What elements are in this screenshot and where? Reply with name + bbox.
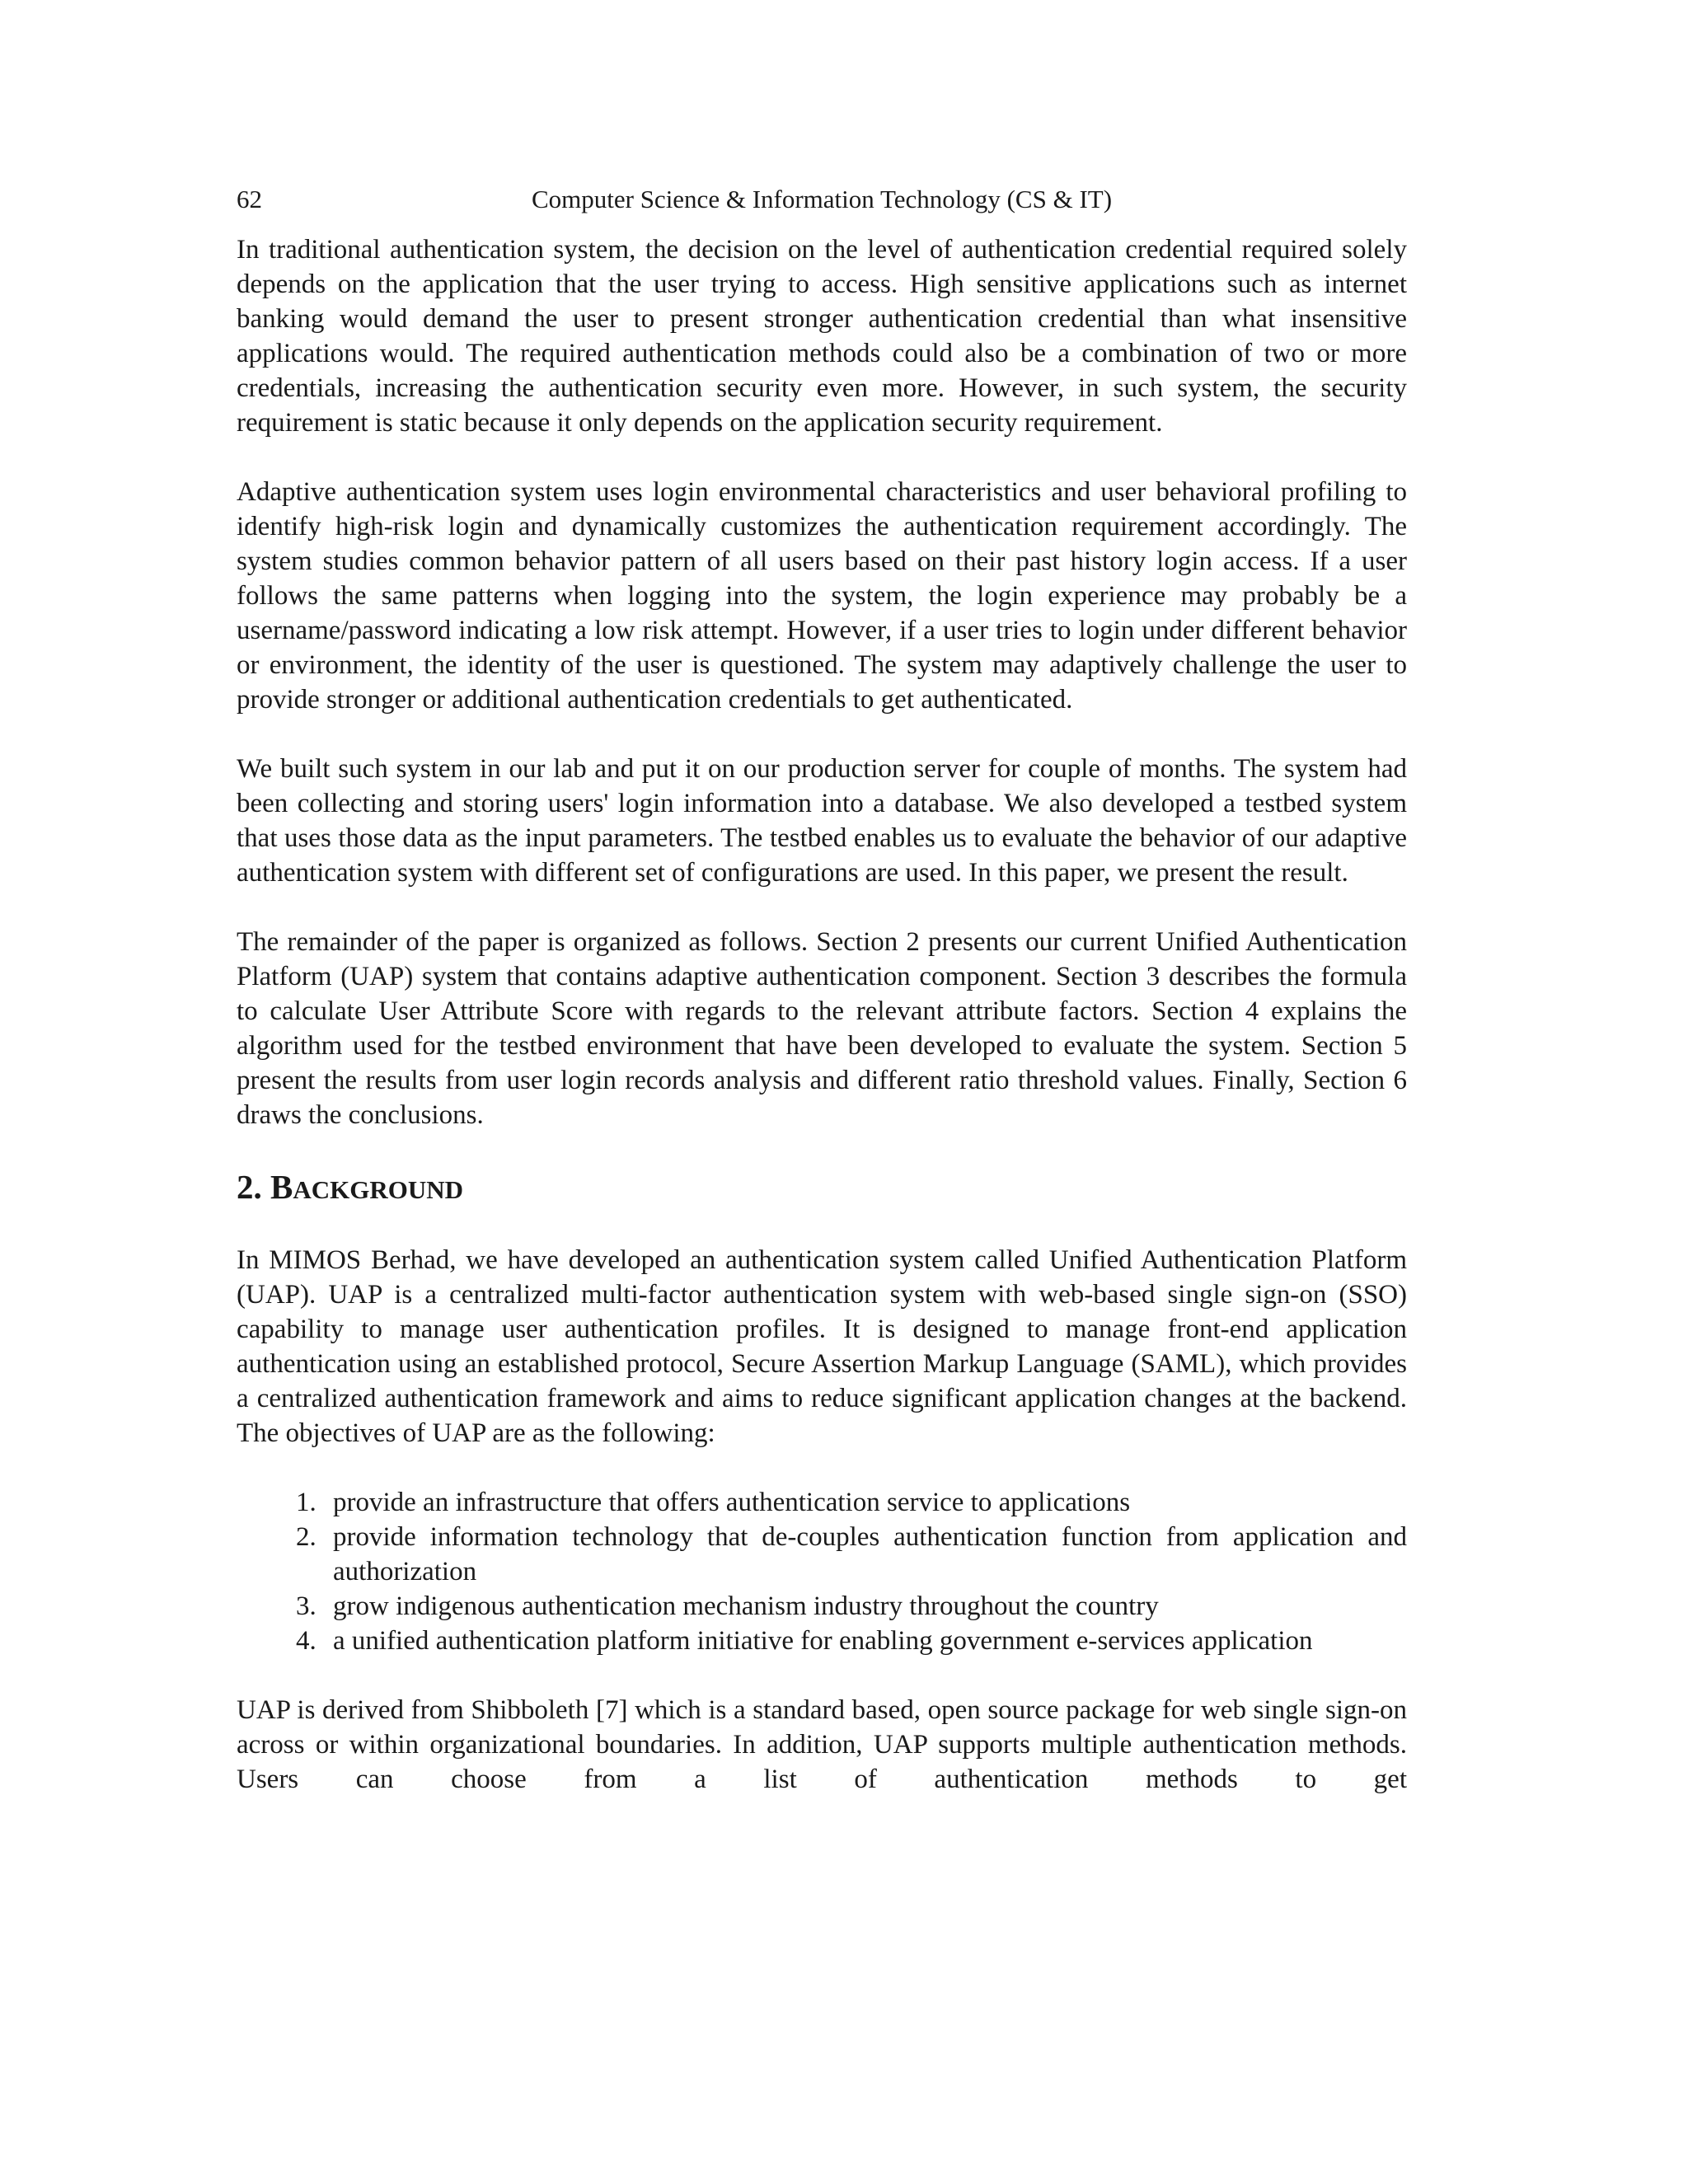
- body-text: [237, 232, 1407, 1797]
- background-paragraph: In MIMOS Berhad, we have developed an authentication system called Unified Authentication Platform (UAP). UAP is a centralized multi-factor authentication system with web-based single sign-on (SSO) capability to manage user authentication profiles. It is designed to manage front-end application authentication using an established protocol, Secure Assertion Markup Language (SAML), which provides a centralized authentication framework and aims to reduce significant application changes at the backend. The objectives of UAP are as the following:: [237, 1245, 1407, 1448]
- section-title-rest: ACKGROUND: [293, 1175, 464, 1204]
- list-item: 3. grow indigenous authentication mechanism industry throughout the country: [323, 1589, 1407, 1624]
- list-item: 2. provide information technology that de-couples authentication function from application and authorization: [323, 1520, 1407, 1589]
- section-title-initial: B: [270, 1168, 293, 1206]
- list-item: 1. provide an infrastructure that offers authentication service to applications: [323, 1485, 1407, 1520]
- running-header: [237, 181, 1407, 218]
- paper-page: [237, 181, 1407, 1831]
- intro-paragraph-3: We built such system in our lab and put it on our production server for couple of months. The system had been collecting and storing users' login information into a database. We also developed a testbed system that uses those data as the input parameters. The testbed enables us to evaluate the behavior of our adaptive authentication system with different set of configurations are used. In this paper, we present the result.: [237, 754, 1407, 888]
- intro-paragraph-1: In traditional authentication system, the decision on the level of authentication credential required solely depends on the application that the user trying to access. High sensitive applications such as internet banking would demand the user to present stronger authentication credential than what insensitive applications would. The required authentication methods could also be a combination of two or more credentials, increasing the authentication security even more. However, in such system, the security requirement is static because it only depends on the application security requirement.: [237, 235, 1407, 438]
- intro-paragraph-2: Adaptive authentication system uses login environmental characteristics and user behavioral profiling to identify high-risk login and dynamically customizes the authentication requirement accordingly. The system studies common behavior pattern of all users based on their past history login access. If a user follows the same patterns when logging into the system, the login experience may probably be a username/password indicating a low risk attempt. However, if a user tries to login under different behavior or environment, the identity of the user is questioned. The system may adaptively challenge the user to provide stronger or additional authentication credentials to get authenticated.: [237, 477, 1407, 715]
- list-item: 4. a unified authentication platform initiative for enabling government e-services application: [323, 1624, 1407, 1658]
- section-heading-background: [237, 1167, 1407, 1210]
- objectives-list: [237, 1485, 1407, 1658]
- page-number: 62: [237, 185, 262, 213]
- intro-paragraph-4: The remainder of the paper is organized as follows. Section 2 presents our current Unified Authentication Platform (UAP) system that contains adaptive authentication component. Section 3 describes the formula to calculate User Attribute Score with regards to the relevant attribute factors. Section 4 explains the algorithm used for the testbed environment that have been developed to evaluate the system. Section 5 present the results from user login records analysis and different ratio threshold values. Finally, Section 6 draws the conclusions.: [237, 927, 1407, 1130]
- section-number: 2.: [237, 1168, 262, 1206]
- closing-paragraph: UAP is derived from Shibboleth [7] which is a standard based, open source package for web single sign-on across or within organizational boundaries. In addition, UAP supports multiple authentication methods. Users can choose from a list of authentication methods to get: [237, 1695, 1407, 1794]
- journal-title: Computer Science & Information Technology (CS & IT): [531, 185, 1113, 213]
